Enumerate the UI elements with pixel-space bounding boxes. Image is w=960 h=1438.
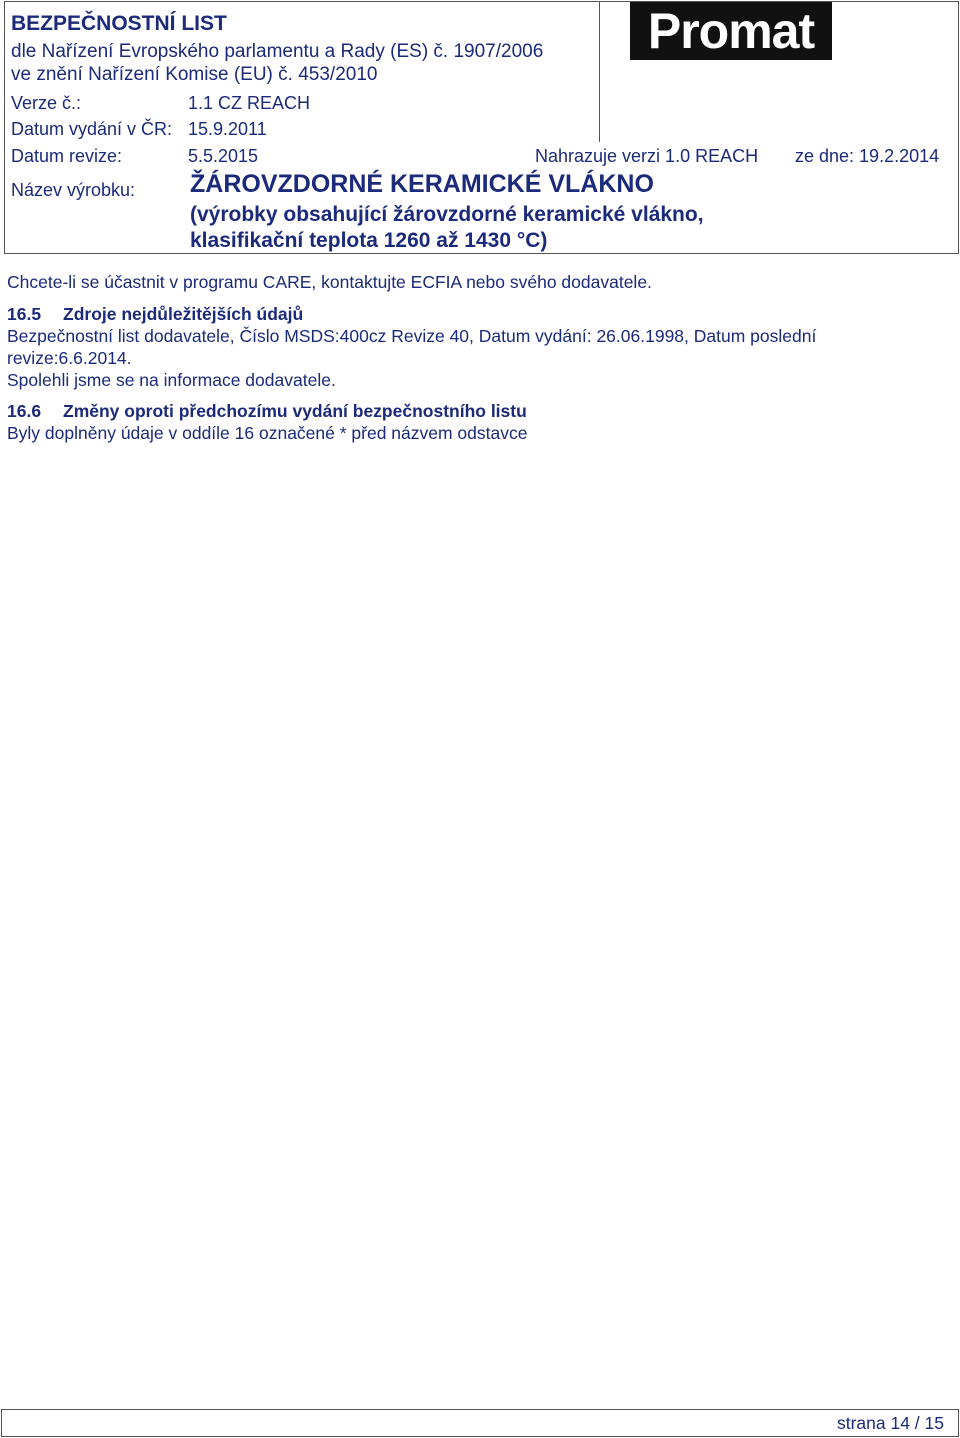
product-description-2: klasifikační teplota 1260 až 1430 °C) [190,229,548,252]
section-16-5-line-3: Spolehli jsme se na informace dodavatele. [7,370,336,390]
regulation-line-1: dle Nařízení Evropského parlamentu a Rady (ES) č. 1907/2006 [11,41,544,62]
promat-logo: Promat [630,2,832,60]
issue-date-value: 15.9.2011 [188,119,267,139]
section-16-5-heading [7,304,303,325]
section-16-6-line-1: Byly doplněny údaje v oddíle 16 označené * před názvem odstavce [7,423,528,443]
section-16-5-line-1: Bezpečnostní list dodavatele, Číslo MSDS:400cz Revize 40, Datum vydání: 26.06.1998, Datum poslední [7,326,817,346]
section-title: Změny oproti předchozímu vydání bezpečnostního listu [63,401,527,421]
version-value: 1.1 CZ REACH [188,93,311,113]
page-number: strana 14 / 15 [836,1413,944,1433]
section-16-6-heading [7,401,527,422]
replaces-version: Nahrazuje verzi 1.0 REACH [535,146,759,166]
product-name: ŽÁROVZDORNÉ KERAMICKÉ VLÁKNO [190,170,654,198]
revision-date-label: Datum revize: [11,146,123,166]
replaces-date: ze dne: 19.2.2014 [795,146,940,166]
product-label: Název výrobku: [11,180,136,200]
section-16-5-line-2: revize:6.6.2014. [7,348,132,368]
version-label: Verze č.: [11,93,82,113]
section-title: Zdroje nejdůležitějších údajů [63,304,304,324]
section-number: 16.6 [7,401,42,421]
section-number: 16.5 [7,304,42,324]
page-footer [1,1409,959,1437]
issue-date-label: Datum vydání v ČR: [11,119,173,139]
header-divider [599,2,600,142]
revision-date-value: 5.5.2015 [188,146,259,166]
document-title: BEZPEČNOSTNÍ LIST [11,12,227,35]
product-description-1: (výrobky obsahující žárovzdorné keramické vlákno, [190,203,704,226]
care-program-note: Chcete-li se účastnit v programu CARE, kontaktujte ECFIA nebo svého dodavatele. [7,272,652,292]
regulation-line-2: ve znění Nařízení Komise (EU) č. 453/2010 [11,64,378,85]
